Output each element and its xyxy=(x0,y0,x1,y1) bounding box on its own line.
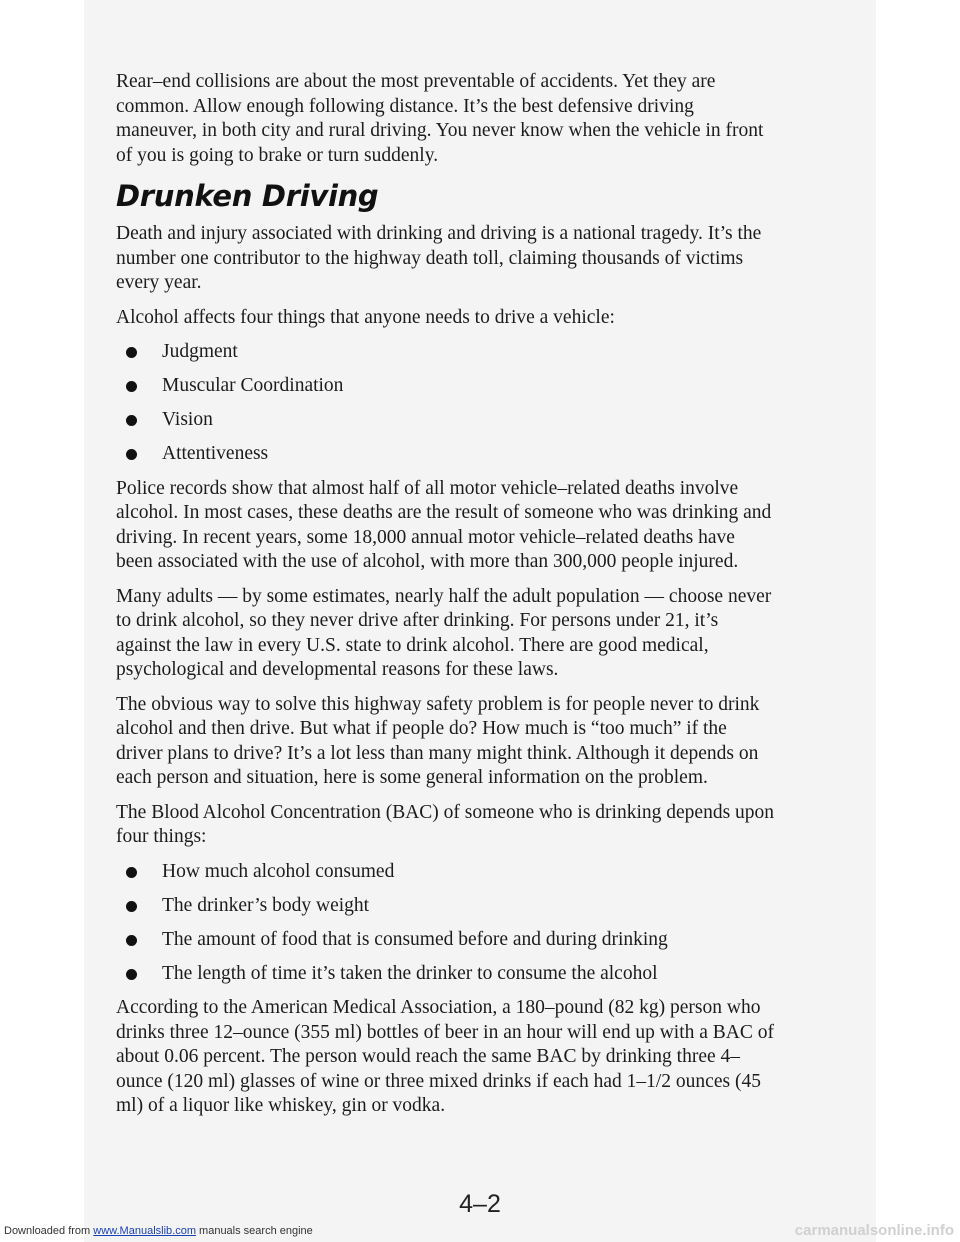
paragraph-alcohol-affects: Alcohol affects four things that anyone needs to drive a vehicle: xyxy=(116,306,615,328)
list-item: Judgment xyxy=(116,340,776,365)
bullet-icon xyxy=(126,347,137,358)
list-item: Vision xyxy=(116,408,776,433)
footer-prefix: Downloaded from xyxy=(4,1225,94,1237)
affects-list xyxy=(116,340,776,467)
watermark: carmanualsonline.info xyxy=(794,1222,954,1239)
paragraph-death-injury: Death and injury associated with drinking and driving is a national tragedy. It’s the number one contributor to the highway death toll, claiming thousands of victims every year. xyxy=(116,223,762,293)
paragraph-rear-end: Rear–end collisions are about the most preventable of accidents. Yet they are common. Allow enough following distance. It’s the best defensive driving maneuver, in both city and rural driving. You never know when the vehicle in front of you is going to brake or turn suddenly. xyxy=(116,71,764,166)
manualslib-link[interactable]: www.Manualslib.com xyxy=(93,1225,196,1237)
list-item: How much alcohol consumed xyxy=(116,860,776,885)
list-item: The amount of food that is consumed before and during drinking xyxy=(116,928,776,953)
bullet-icon xyxy=(126,415,137,426)
bullet-icon xyxy=(126,449,137,460)
footer-suffix: manuals search engine xyxy=(195,1225,313,1237)
paragraph-police-records: Police records show that almost half of all motor vehicle–related deaths involve alcohol. In most cases, these deaths are the result of someone who was drinking and driving. In recent years, some 18,000 annual motor vehicle–related deaths have been associated with the use of alcohol, with more than 300,000 people injured. xyxy=(116,477,772,572)
list-item: Attentiveness xyxy=(116,442,776,467)
download-footer xyxy=(4,1225,313,1237)
section-heading: Drunken Driving xyxy=(116,179,379,213)
bullet-icon xyxy=(126,381,137,392)
list-item: The drinker’s body weight xyxy=(116,894,776,919)
bullet-icon xyxy=(126,901,137,912)
paragraph-ama: According to the American Medical Association, a 180–pound (82 kg) person who drinks three 12–ounce (355 ml) bottles of beer in an hour will end up with a BAC of about 0.06 percent. The person would reach the same BAC by drinking three 4–ounce (120 ml) glasses of wine or three mixed drinks if each had 1–1/2 ounces (45 ml) of a liquor like whiskey, gin or vodka. xyxy=(116,997,774,1116)
paragraph-bac: The Blood Alcohol Concentration (BAC) of someone who is drinking depends upon four things: xyxy=(116,801,775,847)
bullet-icon xyxy=(126,867,137,878)
bullet-icon xyxy=(126,969,137,980)
list-item: Muscular Coordination xyxy=(116,374,776,399)
paragraph-obvious-way: The obvious way to solve this highway safety problem is for people never to drink alcohol and then drive. But what if people do? How much is “too much” if the driver plans to drive? It’s a lot less than many might think. Although it depends on each person and situation, here is some general information on the problem. xyxy=(116,693,760,788)
paragraph-many-adults: Many adults — by some estimates, nearly half the adult population — choose never to drink alcohol, so they never drive after drinking. For persons under 21, it’s against the law in every U.S. state to drink alcohol. There are good medical, psychological and developmental reasons for these laws. xyxy=(116,585,772,680)
bac-factors-list xyxy=(116,860,776,987)
bullet-icon xyxy=(126,935,137,946)
list-item: The length of time it’s taken the drinker to consume the alcohol xyxy=(116,962,776,987)
page-content xyxy=(116,70,776,1129)
page-number: 4–2 xyxy=(459,1190,501,1218)
